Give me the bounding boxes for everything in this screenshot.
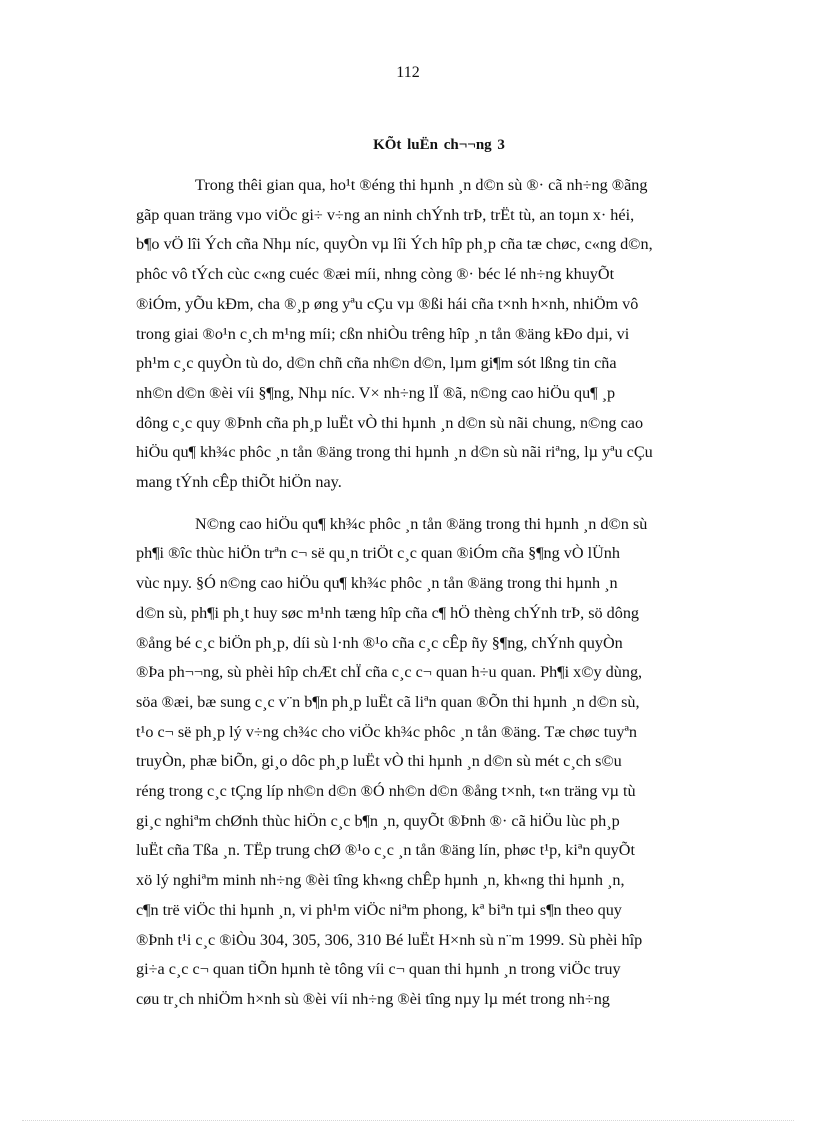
text-line: nh©n d©n ®èi víi §¶ng, Nhµ níc. V× nh÷ng lÏ ®ã, n©ng cao hiÖu qu¶ ¸p [136,383,616,402]
text-line: c¶n trë viÖc thi hµnh ¸n, vi ph¹m viÖc niªm phong, kª biªn tµi s¶n theo quy [136,900,622,919]
text-line: Trong thêi gian qua, ho¹t ®éng thi hµnh ¸n d©n sù ®· cã nh÷ng ®ãng [195,176,648,194]
text-line: trong giai ®o¹n c¸ch m¹ng míi; cßn nhiÒu trêng hîp ¸n tån ®äng kÐo dµi, vi [136,324,630,343]
text-line: gãp quan träng vµo viÖc gi÷ v÷ng an ninh chÝnh trÞ, trËt tù, an toµn x· héi, [136,205,635,224]
paragraph-1 [136,171,740,498]
page-number: 112 [396,64,420,81]
body-text [136,171,740,1015]
text-line: cøu tr¸ch nhiÖm h×nh sù ®èi víi nh÷ng ®èi tîng nµy lµ mét trong nh÷ng [136,989,610,1008]
text-line: ®Þnh t¹i c¸c ®iÒu 304, 305, 306, 310 Bé luËt H×nh sù n¨m 1999. Sù phèi hîp [136,930,643,949]
text-line: ph¶i ®îc thùc hiÖn trªn c¬ së qu¸n triÖt c¸c quan ®iÓm cña §¶ng vÒ lÜnh [136,544,620,563]
text-line: mang tÝnh cÊp thiÕt hiÖn nay. [136,473,342,492]
text-line: gi÷a c¸c c¬ quan tiÕn hµnh tè tông víi c¬ quan thi hµnh ¸n trong viÖc truy [136,960,621,979]
text-line: luËt cña Tßa ¸n. TËp trung chØ ®¹o c¸c ¸n tån ®äng lín, phøc t¹p, kiªn quyÕt [136,841,635,860]
text-line: ®iÓm, yÕu kÐm, cha ®¸p øng yªu cÇu vµ ®ßi hái cña t×nh h×nh, nhiÖm vô [136,294,639,313]
text-line: truyÒn, phæ biÕn, gi¸o dôc ph¸p luËt vÒ thi hµnh ¸n d©n sù mét c¸ch s©u [136,752,622,771]
text-line: b¶o vÖ lîi Ých cña Nhµ níc, quyÒn vµ lîi Ých hîp ph¸p cña tæ chøc, c«ng d©n, [136,235,653,254]
text-line: N©ng cao hiÖu qu¶ kh¾c phôc ¸n tån ®äng trong thi hµnh ¸n d©n sù [195,514,648,533]
text-line: ®ång bé c¸c biÖn ph¸p, díi sù l·nh ®¹o cña c¸c cÊp ñy §¶ng, chÝnh quyÒn [136,633,623,652]
paragraph-2 [136,510,740,1015]
text-line: t¹o c¬ së ph¸p lý v÷ng ch¾c cho viÖc kh¾c phôc ¸n tån ®äng. Tæ chøc tuyªn [136,722,638,741]
text-line: hiÖu qu¶ kh¾c phôc ¸n tån ®äng trong thi hµnh ¸n d©n sù nãi riªng, lµ yªu cÇu [136,443,653,462]
text-line: xö lý nghiªm minh nh÷ng ®èi tîng kh«ng chÊp hµnh ¸n, kh«ng thi hµnh ¸n, [136,871,625,890]
text-line: réng trong c¸c tÇng líp nh©n d©n ®Ó nh©n d©n ®ång t×nh, t«n träng vµ tù [136,782,636,801]
page-bottom-divider [22,1120,794,1121]
text-line: phôc vô tÝch cùc c«ng cuéc ®æi míi, nhng còng ®· béc lé nh÷ng khuyÕt [136,265,615,284]
text-line: gi¸c nghiªm chØnh thùc hiÖn c¸c b¶n ¸n, quyÕt ®Þnh ®· cã hiÖu lùc ph¸p [136,811,620,830]
section-heading: KÕt luËn ch¬¬ng 3 [373,137,505,153]
text-line: ®Þa ph¬¬ng, sù phèi hîp chÆt chÏ cña c¸c c¬ quan h÷u quan. Ph¶i x©y dùng, [136,663,643,682]
text-line: vùc nµy. §Ó n©ng cao hiÖu qu¶ kh¾c phôc ¸n tån ®äng trong thi hµnh ¸n [136,574,618,593]
text-line: dông c¸c quy ®Þnh cña ph¸p luËt vÒ thi hµnh ¸n d©n sù nãi chung, n©ng cao [136,413,644,432]
text-line: ph¹m c¸c quyÒn tù do, d©n chñ cña nh©n d©n, lµm gi¶m sót lßng tin cña [136,354,617,373]
text-line: söa ®æi, bæ sung c¸c v¨n b¶n ph¸p luËt cã liªn quan ®Õn thi hµnh ¸n d©n sù, [136,692,640,711]
text-line: d©n sù, ph¶i ph¸t huy søc m¹nh tæng hîp cña c¶ hÖ thèng chÝnh trÞ, sö dông [136,603,640,622]
